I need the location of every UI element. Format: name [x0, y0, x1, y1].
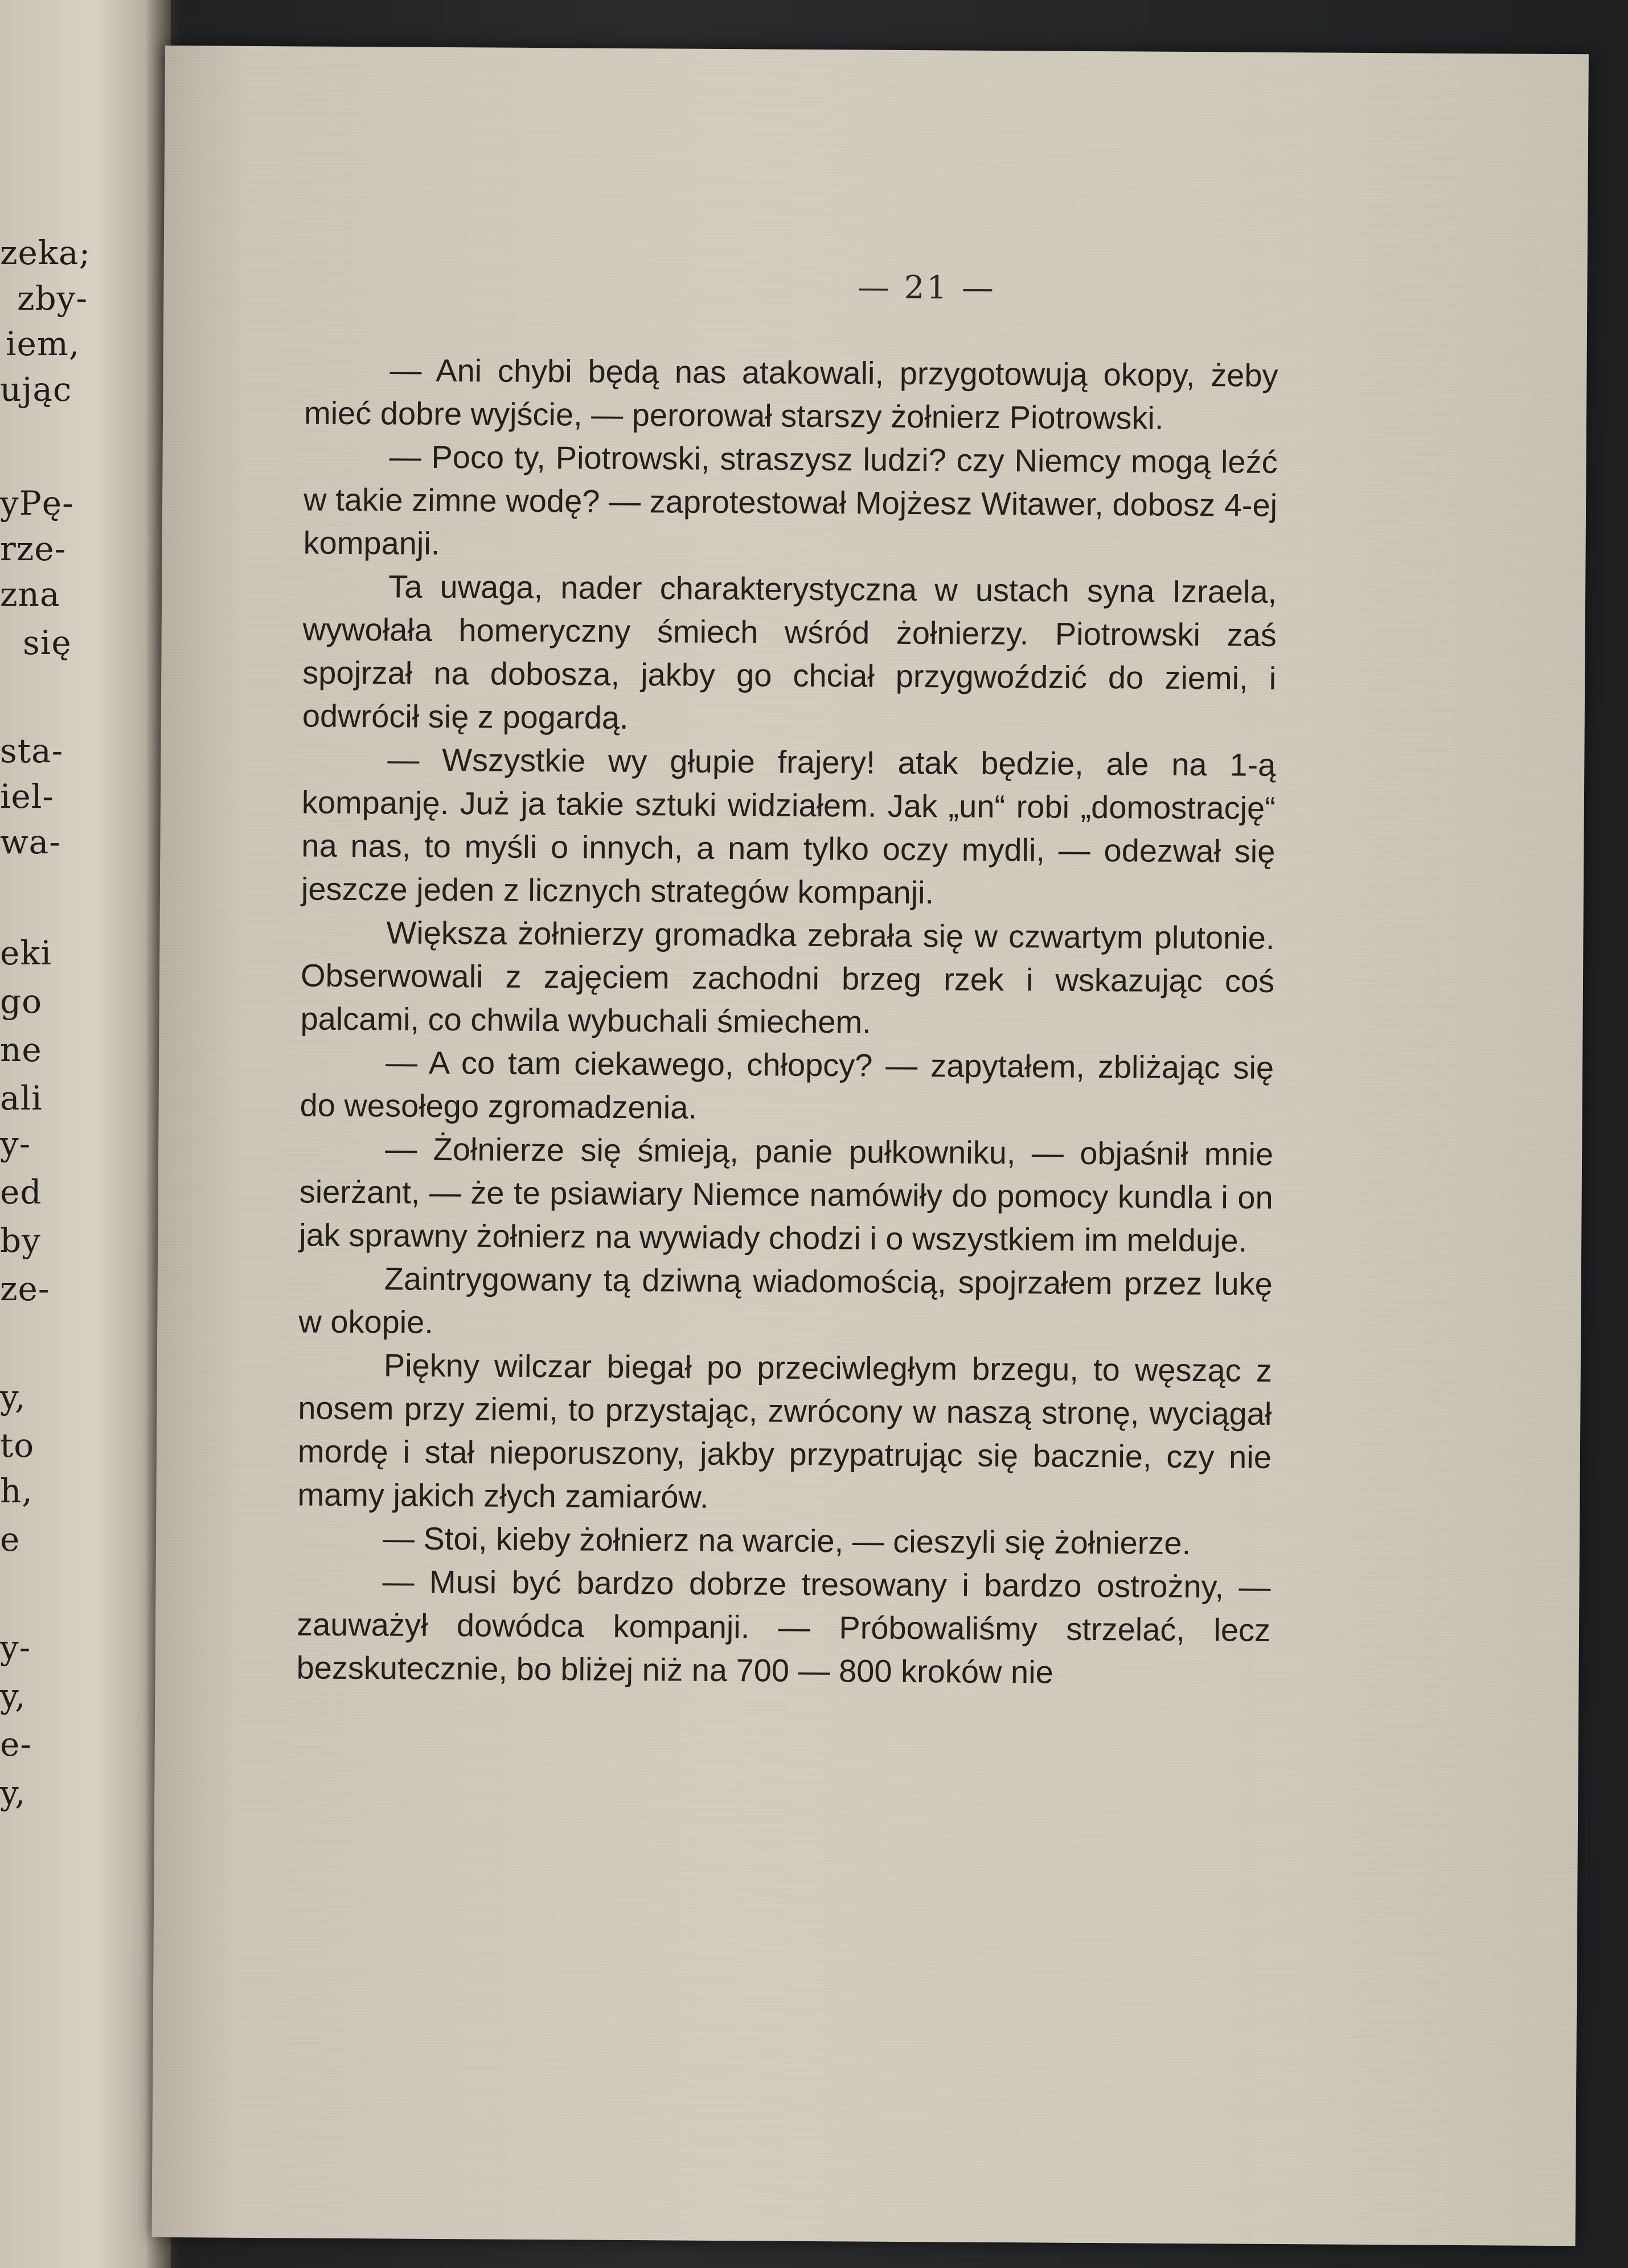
paragraph: — Musi być bardzo dobrze tresowany i bardzo ostrożny, — zauważył dowódca kompanji. — Próbowaliśmy strzelać, lecz bezskutecznie, bo bliżej niż na 700 — 800 kroków nie: [296, 1563, 1271, 1690]
left-page-fragment: y,: [0, 1378, 26, 1416]
left-page-fragment: eki: [0, 934, 52, 972]
left-page-fragment: to: [0, 1426, 35, 1465]
left-page-fragment: go: [0, 982, 43, 1021]
left-page-fragment: wa-: [0, 823, 61, 861]
book-page: [151, 46, 1588, 2246]
left-page-fragment: iem,: [6, 324, 80, 363]
left-page-fragment: zna: [0, 575, 60, 614]
body-text: [296, 348, 1278, 1695]
left-page-fragment: rze-: [0, 529, 67, 568]
paragraph: — Ani chybi będą nas atakowali, przygotowują okopy, żeby mieć dobre wyjście, — perorował starszy żołnierz Piotrowski.: [304, 352, 1278, 436]
left-page-fragment: e: [0, 1520, 20, 1559]
left-page-fragment: sta-: [0, 732, 64, 770]
paragraph: Większa żołnierzy gromadka zebrała się w czwartym plutonie. Obserwowali z zajęciem zachodni brzeg rzek i wskazując coś palcami, co chwila wybuchali śmiechem.: [300, 914, 1275, 1040]
left-page-fragment: ując: [0, 370, 72, 409]
left-page-fragment: zby-: [17, 279, 88, 318]
left-page-fragment: y-: [0, 1628, 31, 1667]
paragraph: Zaintrygowany tą dziwną wiadomością, spojrzałem przez lukę w okopie.: [298, 1260, 1273, 1340]
left-page-fragment: ne: [0, 1030, 42, 1069]
left-page-fragment: by: [0, 1221, 41, 1260]
paragraph: — Poco ty, Piotrowski, straszysz ludzi? czy Niemcy mogą leźć w takie zimne wodę? — zaprotestował Mojżesz Witawer, dobosz 4-ej kompanji.: [303, 438, 1278, 561]
paragraph: — A co tam ciekawego, chłopcy? — zapytałem, zbliżając się do wesołego zgromadzenia.: [300, 1044, 1274, 1125]
left-page-fragment: yPę-: [0, 484, 74, 523]
left-page-fragment: y,: [0, 1773, 26, 1812]
paragraph: Ta uwaga, nader charakterystyczna w ustach syna Izraela, wywołała homeryczny śmiech wśród żołnierzy. Piotrowski zaś spojrzał na dobosza, jakby go chciał przygwoździć do ziemi, i odwrócił się z pogardą.: [302, 568, 1277, 736]
paragraph: — Stoi, kieby żołnierz na warcie, — cieszyli się żołnierze.: [382, 1520, 1191, 1562]
left-page-fragment: ed: [0, 1173, 42, 1211]
left-page-fragment: ze-: [0, 1269, 50, 1308]
left-page-fragment: y,: [0, 1677, 26, 1715]
paragraph: — Wszystkie wy głupie frajery! atak będzie, ale na 1-ą kompanję. Już ja takie sztuki widziałem. Jak „un“ robi „domostrację“ na nas, to myśli o innych, a nam tylko oczy mydli, — odezwał się jeszcze jeden z licznych strategów kompanji.: [301, 741, 1276, 911]
left-page-fragment: h,: [0, 1472, 33, 1510]
page-number: — 21 —: [857, 269, 997, 307]
left-page-fragment: zeka;: [0, 233, 91, 272]
paragraph: Piękny wilczar biegał po przeciwległym brzegu, to węsząc z nosem przy ziemi, to przystając, zwrócony w naszą stronę, wyciągał mordę i stał nieporuszony, jakby przypatrując się bacznie, czy nie mamy jakich złych zamiarów.: [297, 1347, 1273, 1515]
paragraph: — Żołnierze się śmieją, panie pułkowniku, — objaśnił mnie sierżant, — że te psiawiary Niemce namówiły do pomocy kundla i on jak sprawny żołnierz na wywiady chodzi i o wszystkiem im melduje.: [299, 1131, 1274, 1259]
left-page-fragment: się: [23, 623, 72, 662]
left-page-fragment: e-: [0, 1725, 32, 1764]
left-page-fragment: y-: [0, 1124, 31, 1163]
left-page-fragment: iel-: [0, 777, 55, 816]
left-page-fragment: ali: [0, 1079, 43, 1117]
